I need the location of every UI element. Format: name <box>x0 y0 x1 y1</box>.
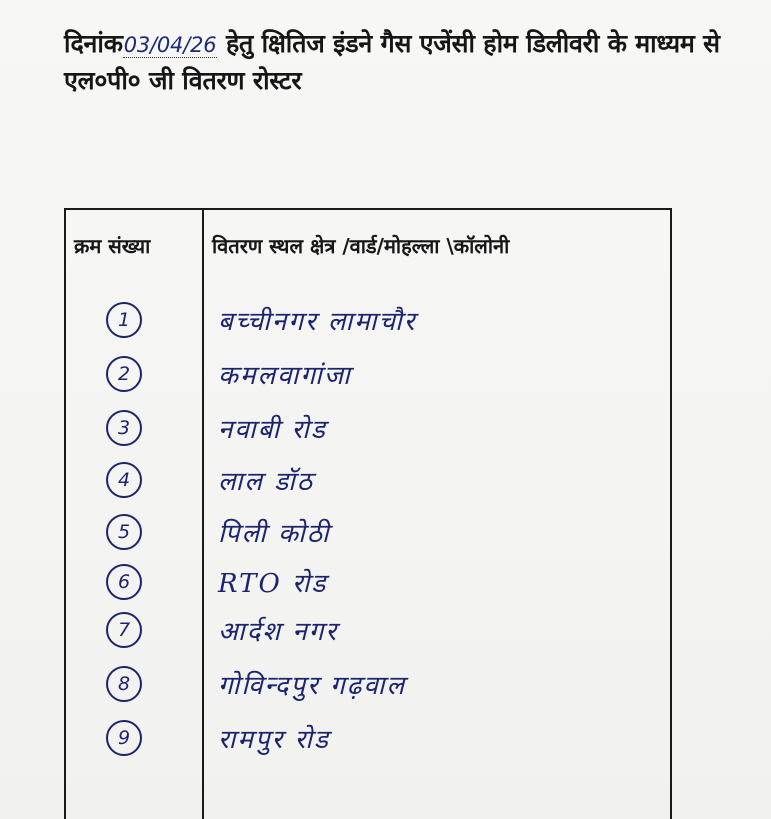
serial-number: 8 <box>106 666 142 702</box>
page-title <box>64 26 754 99</box>
table-row <box>66 564 670 618</box>
serial-number: 9 <box>106 720 142 756</box>
table-row <box>66 612 670 666</box>
area-name: कमलवागांजा <box>218 361 352 391</box>
table-row <box>66 410 670 464</box>
area-name: लाल डॉठ <box>218 467 315 497</box>
roster-table <box>64 208 672 819</box>
table-row <box>66 356 670 410</box>
date-prefix: दिनांक <box>64 29 123 58</box>
serial-number: 6 <box>106 564 142 600</box>
header-distribution-area: वितरण स्थल क्षेत्र /वार्ड/मोहल्ला \कॉलोनी <box>212 234 510 258</box>
serial-number: 7 <box>106 612 142 648</box>
serial-number: 5 <box>106 514 142 550</box>
header-serial-number: क्रम संख्या <box>74 234 151 258</box>
serial-number: 2 <box>106 356 142 392</box>
area-name: गोविन्दपुर गढ़वाल <box>218 671 407 701</box>
area-name: नवाबी रोड <box>218 415 327 445</box>
table-row <box>66 720 670 774</box>
handwritten-date: 03/04/26 <box>123 33 217 57</box>
serial-number: 4 <box>106 462 142 498</box>
serial-number: 3 <box>106 410 142 446</box>
area-name: आर्दश नगर <box>218 617 339 647</box>
table-row <box>66 462 670 516</box>
title-text: हेतु क्षितिज इंडने गैस एजेंसी होम डिलीवरी के माध्यम से एल०पी० जी वितरण रोस्टर <box>64 29 720 95</box>
serial-number: 1 <box>106 302 142 338</box>
area-name: RTO रोड <box>218 569 328 599</box>
table-row <box>66 514 670 568</box>
table-row <box>66 302 670 356</box>
area-name: पिली कोठी <box>218 519 331 549</box>
area-name: बच्चीनगर लामाचौर <box>218 307 417 337</box>
area-name: रामपुर रोड <box>218 725 330 755</box>
table-row <box>66 666 670 720</box>
